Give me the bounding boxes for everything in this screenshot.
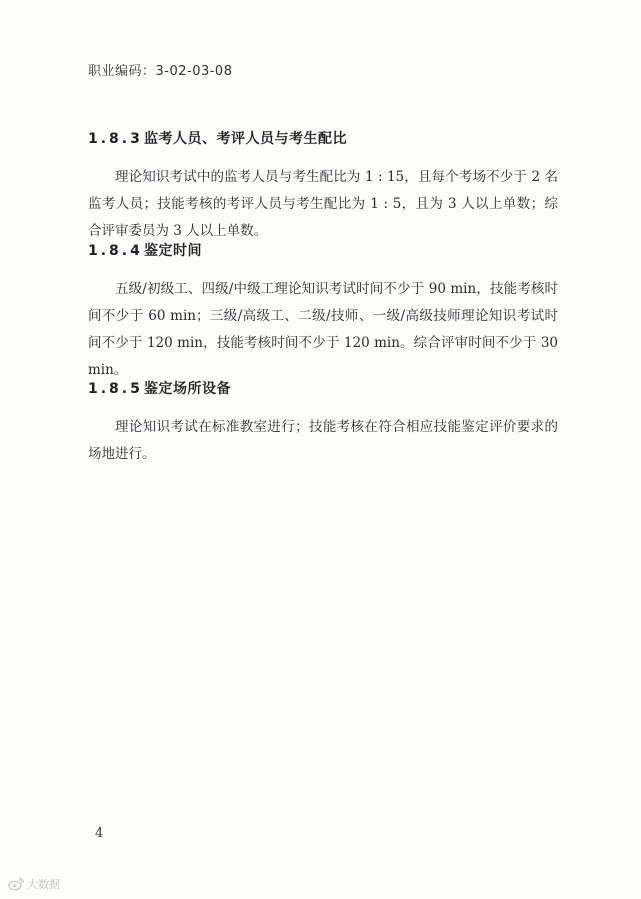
- section-number: 1.8.5: [88, 381, 143, 397]
- section-title: 鉴定场所设备: [144, 381, 231, 397]
- watermark: [8, 876, 60, 892]
- section-body: [88, 414, 558, 468]
- section-number: 1.8.3: [88, 131, 143, 147]
- section-number: 1.8.4: [88, 243, 143, 259]
- page-number: 4: [95, 826, 104, 841]
- occupation-code: 职业编码：3-02-03-08: [88, 64, 233, 79]
- section-title: 监考人员、考评人员与考生配比: [144, 131, 347, 147]
- section-1-8-3: [88, 128, 558, 245]
- section-1-8-4: [88, 240, 558, 384]
- section-heading: [88, 378, 558, 398]
- paragraph: 理论知识考试在标准教室进行；技能考核在符合相应技能鉴定评价要求的场地进行。: [88, 419, 558, 462]
- section-body: [88, 164, 558, 245]
- weibo-icon: [8, 877, 24, 891]
- section-title: 鉴定时间: [144, 243, 202, 259]
- section-body: [88, 276, 558, 384]
- section-heading: [88, 128, 558, 148]
- section-heading: [88, 240, 558, 260]
- watermark-text: 大数据: [27, 878, 60, 891]
- paragraph: 理论知识考试中的监考人员与考生配比为 1 : 15，且每个考场不少于 2 名监考人员；技能考核的考评人员与考生配比为 1 : 5，且为 3 人以上单数；综合评审委员为 3 人以上单数。: [88, 169, 558, 239]
- section-1-8-5: [88, 378, 558, 468]
- paragraph: 五级/初级工、四级/中级工理论知识考试时间不少于 90 min，技能考核时间不少于 60 min；三级/高级工、二级/技师、一级/高级技师理论知识考试时间不少于 120 min，技能考核时间不少于 120 min。综合评审时间不少于 30 min。: [88, 281, 558, 378]
